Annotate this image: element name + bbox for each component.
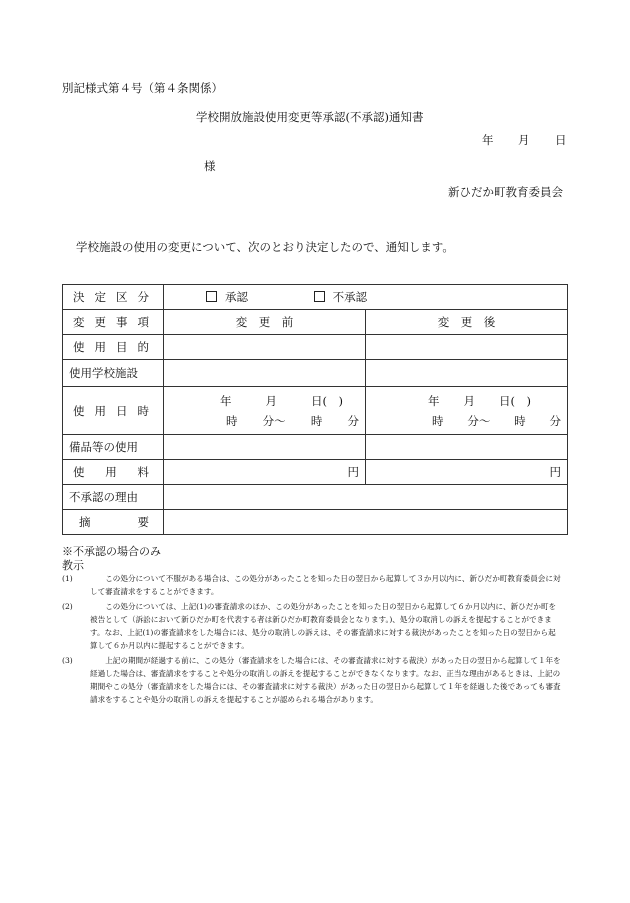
equipment-after[interactable] xyxy=(366,435,568,460)
remarks-label: 摘 要 xyxy=(63,510,164,535)
equipment-label: 備品等の使用 xyxy=(63,435,164,460)
yen-unit: 円 xyxy=(347,465,359,479)
addressee-suffix: 様 xyxy=(204,159,216,173)
decision-table xyxy=(62,284,568,535)
approve-label: 承認 xyxy=(225,290,248,304)
disapprove-checkbox[interactable] xyxy=(314,290,368,304)
fee-after[interactable] xyxy=(366,460,568,485)
reason-field[interactable] xyxy=(164,485,568,510)
datetime-label: 使 用 日 時 xyxy=(63,387,164,435)
issuer: 新ひだか町教育委員会 xyxy=(448,185,563,199)
purpose-after[interactable] xyxy=(366,335,568,360)
document-title: 学校開放施設使用変更等承認(不承認)通知書 xyxy=(196,110,424,124)
decision-label: 決 定 区 分 xyxy=(63,285,164,310)
purpose-before[interactable] xyxy=(164,335,366,360)
reason-label: 不承認の理由 xyxy=(63,485,164,510)
decision-options xyxy=(164,285,568,310)
instruction-heading: 教示 xyxy=(62,559,84,572)
form-number: 別記様式第４号（第４条関係） xyxy=(62,81,223,95)
before-header: 変 更 前 xyxy=(164,310,366,335)
change-label: 変 更 事 項 xyxy=(63,310,164,335)
yen-unit: 円 xyxy=(549,465,561,479)
facility-label: 使用学校施設 xyxy=(63,360,164,387)
intro-text: 学校施設の使用の変更について、次のとおり決定したので、通知します。 xyxy=(76,240,454,254)
after-header: 変 更 後 xyxy=(366,310,568,335)
datetime-after[interactable]: 年 月 日( ) 時 分〜 時 分 xyxy=(366,387,568,435)
facility-after[interactable] xyxy=(366,360,568,387)
equipment-before[interactable] xyxy=(164,435,366,460)
footnote: ※不承認の場合のみ xyxy=(62,545,161,558)
note-item: (3) 上記の期間が経過する前に、この処分（審査請求をした場合には、その審査請求に対する裁決）があった日の翌日から起算して１年を経過した場合は、審査請求をすることや処分の取消しの訴えを提起することができなくなります。なお、正当な理由があるときは、上記の期間やこの処分（審査請求をした場合には、その審査請求に対する裁決）があった日の翌日から起算して１年を経過した後であっても審査請求をすることや処分の取消しの訴えを提起することが認められる場合があります。 xyxy=(62,656,561,704)
date-day: 日 xyxy=(555,133,567,147)
note-item: (2) この処分については、上記(1)の審査請求のほか、この処分があったことを知った日の翌日から起算して６か月以内に、新ひだか町を被告として（訴訟において新ひだか町を代表する者は新ひだか町教育委員会となります。)、処分の取消しの訴えを提起することができます。なお、上記(1)の審査請求をした場合には、処分の取消しの訴えは、その審査請求に対する裁決があったことを知った日の翌日から起算して６か月以内に提起することができます。 xyxy=(62,602,557,650)
note-item: (1) この処分について不服がある場合は、この処分があったことを知った日の翌日から起算して３か月以内に、新ひだか町教育委員会に対して審査請求をすることができます。 xyxy=(62,574,561,596)
disapprove-label: 不承認 xyxy=(332,290,368,304)
date-year: 年 xyxy=(482,133,494,147)
datetime-before[interactable]: 年 月 日( ) 時 分〜 時 分 xyxy=(164,387,366,435)
date-month: 月 xyxy=(518,133,530,147)
facility-before[interactable] xyxy=(164,360,366,387)
purpose-label: 使 用 目 的 xyxy=(63,335,164,360)
remarks-field[interactable] xyxy=(164,510,568,535)
fee-before[interactable] xyxy=(164,460,366,485)
instruction-notes xyxy=(62,572,562,706)
fee-label: 使 用 料 xyxy=(63,460,164,485)
approve-checkbox[interactable] xyxy=(206,290,248,304)
